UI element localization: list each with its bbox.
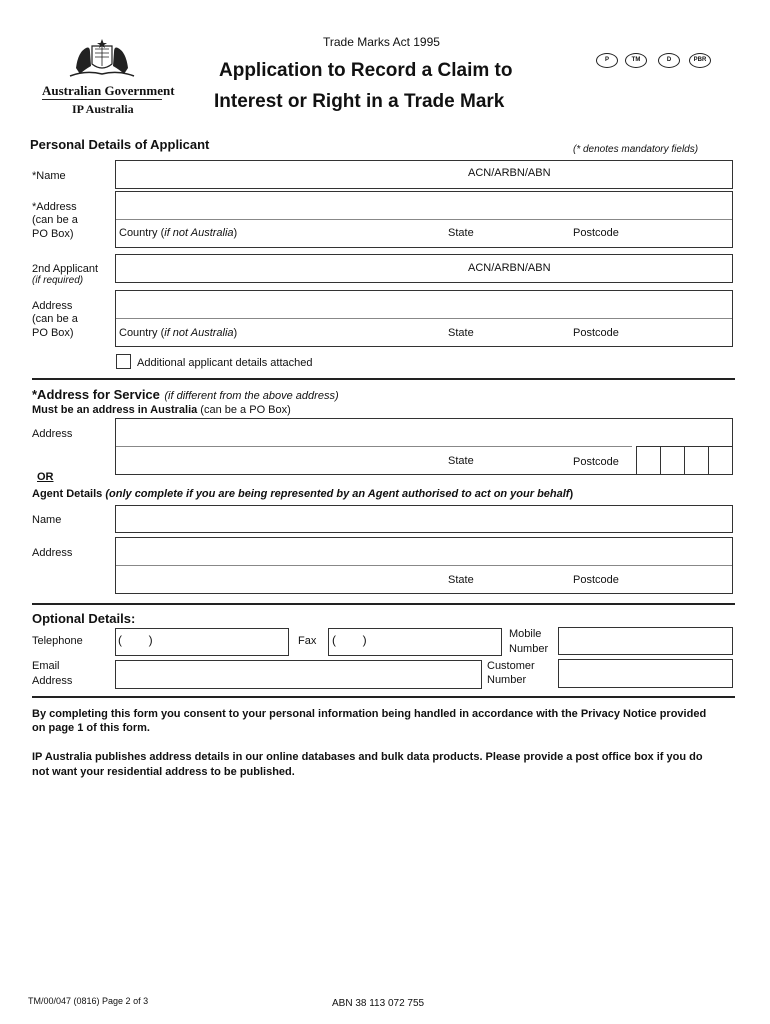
agent-state-label: State: [448, 574, 474, 586]
additional-applicant-label: Additional applicant details attached: [137, 357, 313, 369]
address-label-3: PO Box): [32, 228, 74, 240]
form-code: TM/00/047 (0816) Page 2 of 3: [28, 996, 149, 1006]
additional-applicant-checkbox[interactable]: [116, 354, 131, 369]
section-rule-1: [32, 378, 735, 380]
postcode-digit-3[interactable]: [684, 446, 709, 475]
service-heading: *Address for Service (if different from the above address): [32, 387, 339, 402]
service-address-label: Address: [32, 428, 73, 440]
email-label-2: Address: [32, 675, 73, 687]
agent-address-label: Address: [32, 547, 73, 559]
mandatory-note: (* denotes mandatory fields): [573, 144, 699, 155]
customer-number-field[interactable]: [558, 659, 733, 688]
publish-notice-line-1: IP Australia publishes address details in our online databases and bulk data products. Please provide a post office box if you do: [32, 751, 703, 763]
abn: ABN 38 113 072 755: [332, 998, 425, 1009]
address2-label-1: Address: [32, 300, 73, 312]
agent-name-field[interactable]: [115, 505, 733, 533]
agent-address-divider: [116, 565, 732, 566]
mobile-label-1: Mobile: [509, 628, 542, 640]
second-applicant-label: 2nd Applicant: [32, 263, 99, 275]
form-title-line-2: Interest or Right in a Trade Mark: [214, 91, 505, 112]
service-address-divider: [116, 446, 632, 447]
customer-label-2: Number: [487, 674, 527, 686]
postcode-digit-4[interactable]: [708, 446, 733, 475]
agent-postcode-label: Postcode: [573, 574, 619, 586]
optional-heading: Optional Details:: [32, 611, 136, 626]
postcode-digit-1[interactable]: [636, 446, 661, 475]
state-label: State: [448, 227, 474, 239]
privacy-notice-line-1: By completing this form you consent to your personal information being handled in accordance with the Privacy Notice provided: [32, 708, 707, 720]
country-label: Country (if not Australia): [119, 227, 238, 239]
postcode-label: Postcode: [573, 227, 619, 239]
name-label: *Name: [32, 170, 66, 182]
name-field[interactable]: [115, 160, 733, 189]
fax-label: Fax: [298, 635, 317, 647]
postcode-label-2: Postcode: [573, 327, 619, 339]
acn-label-2: ACN/ARBN/ABN: [468, 262, 551, 274]
state-label-2: State: [448, 327, 474, 339]
section-rule-3: [32, 696, 735, 698]
act-title: Trade Marks Act 1995: [323, 35, 440, 49]
second-applicant-sub: (if required): [32, 275, 84, 286]
customer-label-1: Customer: [487, 660, 535, 672]
publish-notice-line-2: not want your residential address to be published.: [32, 766, 295, 778]
badge-d: D: [658, 53, 680, 68]
address2-field-divider: [116, 318, 732, 319]
service-subheading: Must be an address in Australia (can be a PO Box): [32, 404, 291, 416]
telephone-value: ( ): [118, 633, 153, 647]
email-field[interactable]: [115, 660, 482, 689]
fax-value: ( ): [332, 633, 367, 647]
address-label-1: *Address: [32, 201, 77, 213]
service-state-label: State: [448, 455, 474, 467]
agency-name: IP Australia: [72, 102, 134, 116]
mobile-field[interactable]: [558, 627, 733, 655]
second-applicant-field[interactable]: [115, 254, 733, 283]
address-label-2: (can be a: [32, 214, 78, 226]
agent-name-label: Name: [32, 514, 62, 526]
badge-p: P: [596, 53, 618, 68]
badge-tm: TM: [625, 53, 647, 68]
acn-label: ACN/ARBN/ABN: [468, 167, 551, 179]
address2-label-3: PO Box): [32, 327, 74, 339]
telephone-label: Telephone: [32, 635, 83, 647]
privacy-notice-line-2: on page 1 of this form.: [32, 722, 150, 734]
badge-pbr: PBR: [689, 53, 711, 68]
gov-divider: [42, 99, 162, 100]
personal-heading: Personal Details of Applicant: [30, 137, 210, 152]
coat-of-arms-logo: [66, 38, 138, 82]
address2-label-2: (can be a: [32, 313, 78, 325]
country-label-2: Country (if not Australia): [119, 327, 238, 339]
service-postcode-label: Postcode: [573, 456, 619, 468]
section-rule-2: [32, 603, 735, 605]
agent-details-label: Agent Details (only complete if you are being represented by an Agent authorised to act on your behalf): [32, 488, 574, 500]
gov-name: Australian Government: [42, 83, 175, 98]
postcode-digit-2[interactable]: [660, 446, 685, 475]
address-field-divider: [116, 219, 732, 220]
email-label-1: Email: [32, 660, 60, 672]
or-label: OR: [37, 471, 54, 483]
mobile-label-2: Number: [509, 643, 549, 655]
form-title-line-1: Application to Record a Claim to: [219, 60, 513, 81]
